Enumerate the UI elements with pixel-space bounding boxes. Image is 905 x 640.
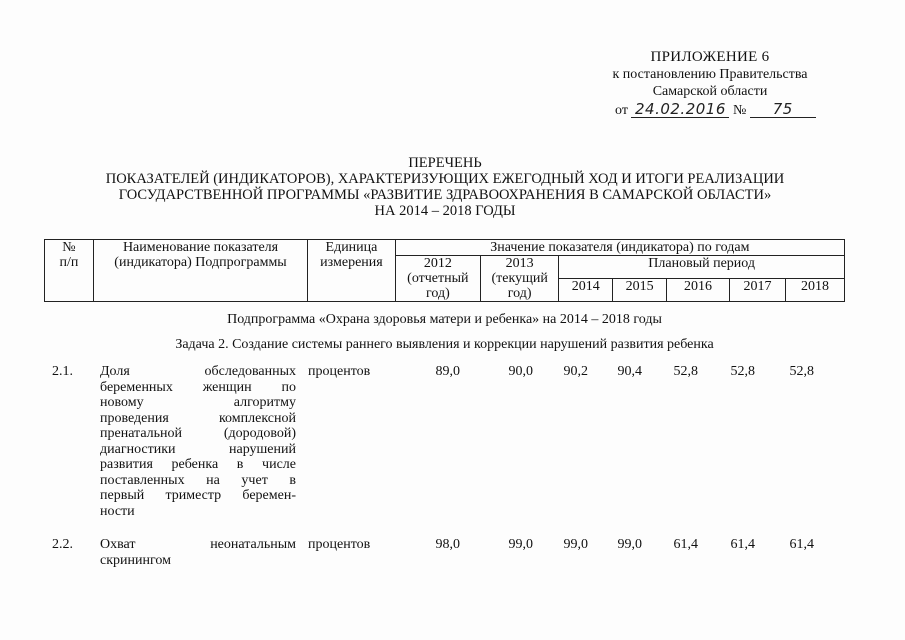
header-2018: 2018 bbox=[785, 279, 844, 302]
appendix-block bbox=[560, 49, 860, 118]
value-2018: 52,8 bbox=[789, 364, 814, 379]
header-number bbox=[45, 240, 94, 302]
header-2012-note-1: (отчетный bbox=[407, 271, 469, 286]
value-2015: 99,0 bbox=[617, 537, 642, 552]
row-unit: процентов bbox=[308, 537, 371, 552]
name-line: пренатальной (дородовой) bbox=[100, 426, 296, 441]
name-line: развития ребенка в числе bbox=[100, 457, 296, 472]
header-2014: 2014 bbox=[559, 279, 613, 302]
header-2013-year: 2013 bbox=[505, 256, 534, 271]
value-2015: 90,4 bbox=[617, 364, 642, 379]
header-2015: 2015 bbox=[613, 279, 667, 302]
header-2012-note-2: год) bbox=[425, 286, 450, 301]
name-line: поставленных на учет в bbox=[100, 472, 296, 488]
appendix-title: ПРИЛОЖЕНИЕ 6 bbox=[650, 49, 770, 65]
header-unit-line-1: Единица bbox=[325, 240, 378, 255]
header-2013-note-2: год) bbox=[507, 286, 532, 301]
value-2013: 99,0 bbox=[508, 537, 533, 552]
header-unit bbox=[308, 240, 395, 302]
header-plan-period: Плановый период bbox=[559, 256, 845, 279]
heading-line-3: ГОСУДАРСТВЕННОЙ ПРОГРАММЫ «РАЗВИТИЕ ЗДРАВООХРАНЕНИЯ В САМАРСКОЙ ОБЛАСТИ» bbox=[118, 187, 772, 203]
row-indicator-name bbox=[100, 537, 296, 568]
table-row bbox=[44, 364, 845, 524]
name-line: Доля обследованных bbox=[100, 364, 296, 379]
value-2013: 90,0 bbox=[508, 364, 533, 379]
row-unit: процентов bbox=[308, 364, 371, 379]
subprogram-title: Подпрограмма «Охрана здоровья матери и ребенка» на 2014 – 2018 годы bbox=[227, 312, 662, 327]
header-2013 bbox=[481, 256, 559, 302]
name-line: первый триместр беремен- bbox=[100, 488, 296, 503]
value-2017: 61,4 bbox=[730, 537, 755, 552]
handwritten-number: 75 bbox=[750, 101, 816, 118]
value-2014: 99,0 bbox=[563, 537, 588, 552]
from-label: от bbox=[615, 103, 628, 118]
value-2012: 89,0 bbox=[435, 364, 460, 379]
header-number-line-1: № bbox=[62, 240, 76, 255]
row-indicator-name bbox=[100, 364, 296, 519]
task-title: Задача 2. Создание системы раннего выявления и коррекции нарушений развития ребенка bbox=[175, 337, 714, 352]
document-heading bbox=[30, 155, 860, 219]
value-2017: 52,8 bbox=[730, 364, 755, 379]
handwritten-date: 24.02.2016 bbox=[631, 101, 729, 118]
heading-line-2: ПОКАЗАТЕЛЕЙ (ИНДИКАТОРОВ), ХАРАКТЕРИЗУЮЩИХ ЕЖЕГОДНЫЙ ХОД И ИТОГИ РЕАЛИЗАЦИИ bbox=[105, 171, 785, 187]
value-2014: 90,2 bbox=[563, 364, 588, 379]
name-line: новому алгоритму bbox=[100, 395, 296, 410]
row-number: 2.2. bbox=[52, 537, 73, 552]
name-line: диагностики нарушений bbox=[100, 441, 296, 457]
header-number-line-2: п/п bbox=[59, 255, 79, 270]
header-2012 bbox=[395, 256, 480, 302]
appendix-line-1: к постановлению Правительства bbox=[612, 67, 808, 82]
name-line: скринингом bbox=[100, 552, 171, 568]
name-line: ности bbox=[100, 503, 135, 519]
value-2018: 61,4 bbox=[789, 537, 814, 552]
header-unit-line-2: измерения bbox=[320, 255, 383, 270]
header-name-line-1: Наименование показателя bbox=[122, 240, 279, 255]
header-2016: 2016 bbox=[667, 279, 730, 302]
header-2017: 2017 bbox=[730, 279, 786, 302]
value-2012: 98,0 bbox=[435, 537, 460, 552]
name-line: беременных женщин по bbox=[100, 379, 296, 395]
name-line: Охват неонатальным bbox=[100, 537, 296, 552]
indicators-table-header bbox=[44, 239, 845, 302]
heading-line-4: НА 2014 – 2018 ГОДЫ bbox=[374, 203, 516, 219]
row-number: 2.1. bbox=[52, 364, 73, 379]
header-2013-note-1: (текущий bbox=[491, 271, 548, 286]
header-values: Значение показателя (индикатора) по годам bbox=[395, 240, 844, 256]
heading-line-1: ПЕРЕЧЕНЬ bbox=[408, 155, 482, 171]
name-line: проведения комплексной bbox=[100, 410, 296, 426]
header-name-line-2: (индикатора) Подпрограммы bbox=[114, 255, 287, 270]
value-2016: 52,8 bbox=[673, 364, 698, 379]
number-label: № bbox=[732, 103, 747, 118]
header-indicator-name bbox=[93, 240, 307, 302]
table-row bbox=[44, 537, 845, 573]
appendix-line-2: Самарской области bbox=[652, 84, 768, 99]
appendix-dateline bbox=[615, 101, 875, 123]
value-2016: 61,4 bbox=[673, 537, 698, 552]
header-2012-year: 2012 bbox=[423, 256, 452, 271]
